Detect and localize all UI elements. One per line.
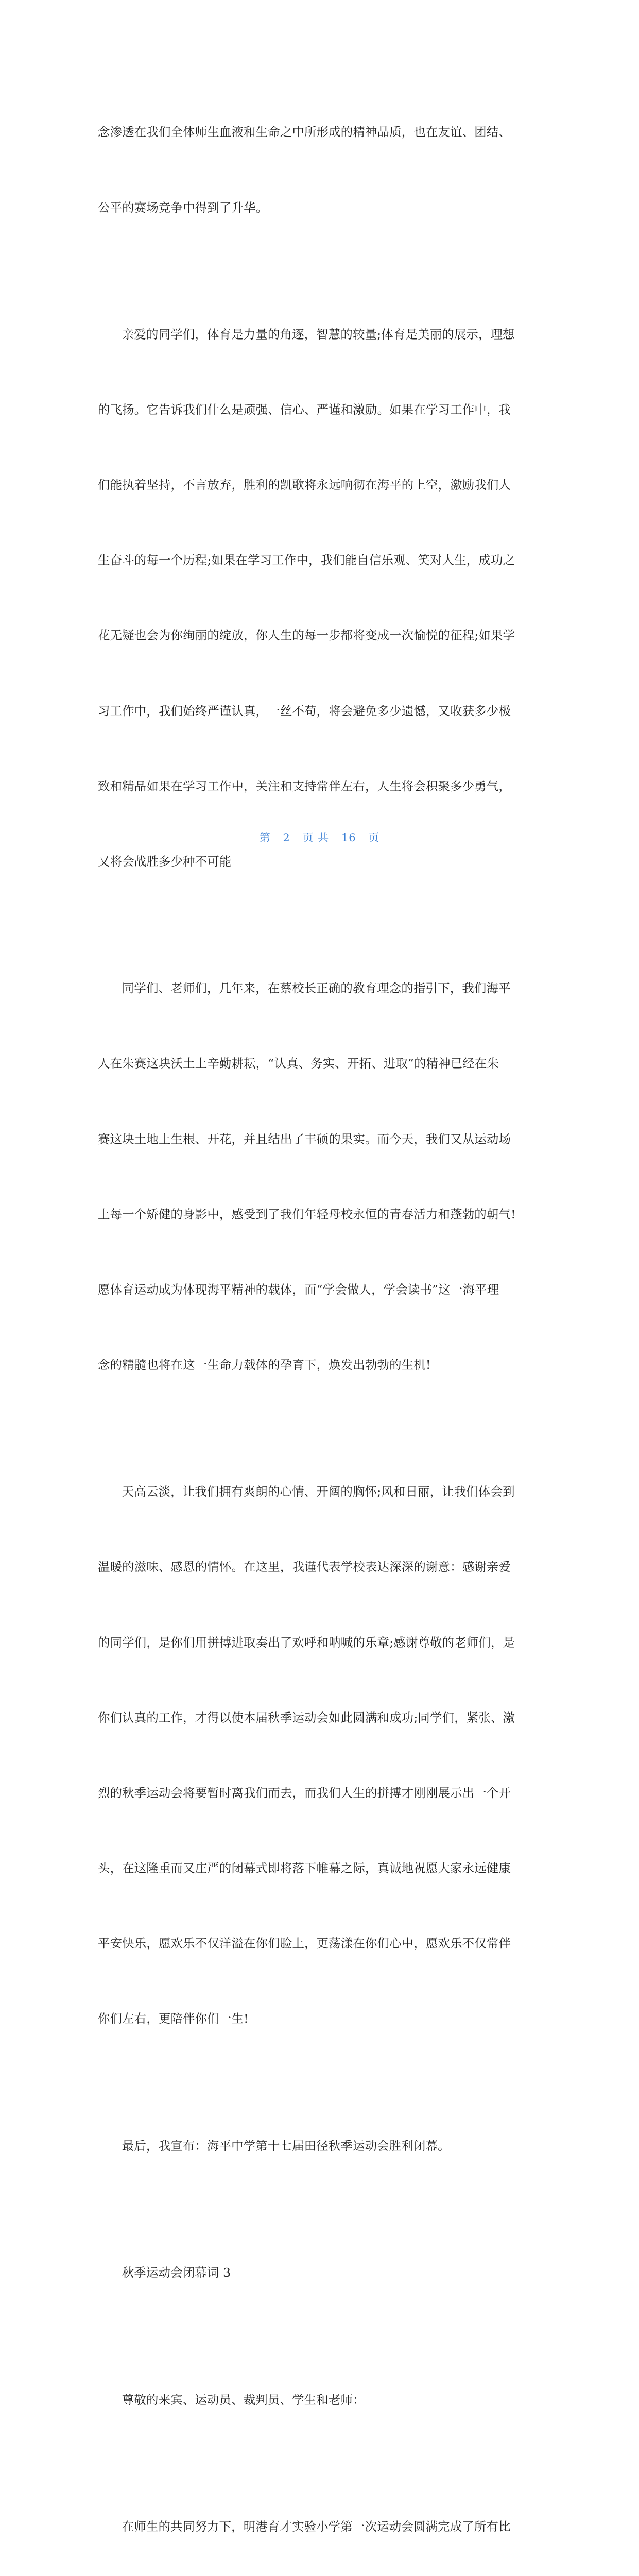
footer-word-page-end: 页 <box>368 832 380 844</box>
text-line: 愿体育运动成为体现海平精神的载体，而“学会做人，学会读书”这一海平理 <box>98 1282 499 1297</box>
text-line: 你们认真的工作，才得以使本届秋季运动会如此圆满和成功;同学们，紧张、激 <box>98 1710 515 1725</box>
text-line: 最后，我宣布：海平中学第十七届田径秋季运动会胜利闭幕。 <box>122 2138 450 2153</box>
text-line: 人在朱赛这块沃土上辛勤耕耘，“认真、务实、开拓、进取”的精神已经在朱 <box>98 1056 499 1071</box>
text-line: 头，在这隆重而又庄严的闭幕式即将落下帷幕之际，真诚地祝愿大家永远健康 <box>98 1860 511 1875</box>
text-line: 念渗透在我们全体师生血液和生命之中所形成的精神品质，也在友谊、团结、 <box>98 125 511 140</box>
salutation <box>98 2337 544 2463</box>
text-line: 你们左右，更陪伴你们一生! <box>98 2011 249 2026</box>
text-line: 念的精髓也将在这一生命力载体的孕育下，焕发出勃勃的生机! <box>98 1357 431 1372</box>
footer-current-page: 2 <box>283 832 290 844</box>
footer-word-page-of: 页 共 <box>302 832 330 844</box>
text-line: 烈的秋季运动会将要暂时离我们而去，而我们人生的拼搏才刚刚展示出一个开 <box>98 1785 511 1800</box>
text-line: 习工作中，我们始终严谨认真，一丝不苟，将会避免多少遗憾，又收获多少极 <box>98 703 511 718</box>
footer-word-page: 第 <box>259 832 271 844</box>
text-line: 在师生的共同努力下，明港育才实验小学第一次运动会圆满完成了所有比 <box>122 2519 511 2534</box>
paragraph <box>98 70 544 270</box>
text-line: 花无疑也会为你绚丽的绽放，你人生的每一步都将变成一次愉悦的征程;如果学 <box>98 628 515 643</box>
text-line: 的飞扬。它告诉我们什么是顽强、信心、严谨和激励。如果在学习工作中，我 <box>98 402 511 417</box>
text-line: 天高云淡，让我们拥有爽朗的心情、开阔的胸怀;风和日丽，让我们体会到 <box>122 1484 515 1499</box>
page-footer <box>0 829 639 845</box>
text-line: 上每一个矫健的身影中，感受到了我们年轻母校永恒的青春活力和蓬勃的朝气! <box>98 1207 516 1222</box>
text-line: 们能执着坚持，不言放弃，胜利的凯歌将永远响彻在海平的上空，激励我们人 <box>98 478 511 493</box>
text-line: 同学们、老师们，几年来，在蔡校长正确的教育理念的指引下，我们海平 <box>122 981 511 996</box>
paragraph <box>98 2464 544 2576</box>
text-line: 秋季运动会闭幕词 3 <box>122 2265 231 2280</box>
text-line: 尊敬的来宾、运动员、裁判员、学生和老师： <box>122 2392 365 2407</box>
closing-declaration <box>98 2083 544 2209</box>
paragraph <box>98 1429 544 2081</box>
text-line: 赛这块土地上生根、开花，并且结出了丰硕的果实。而今天，我们又从运动场 <box>98 1131 511 1146</box>
footer-total-pages: 16 <box>341 832 356 844</box>
document-body <box>98 70 544 2576</box>
text-line: 生奋斗的每一个历程;如果在学习工作中，我们能自信乐观、笑对人生，成功之 <box>98 553 515 568</box>
text-line: 的同学们，是你们用拼搏进取奏出了欢呼和呐喊的乐章;感谢尊敬的老师们，是 <box>98 1635 515 1650</box>
paragraph <box>98 926 544 1428</box>
section-heading <box>98 2210 544 2336</box>
paragraph <box>98 272 544 924</box>
text-line: 致和精品如果在学习工作中，关注和支持常伴左右，人生将会积聚多少勇气， <box>98 778 511 793</box>
text-line: 亲爱的同学们，体育是力量的角逐，智慧的较量;体育是美丽的展示，理想 <box>122 327 515 342</box>
text-line: 又将会战胜多少种不可能 <box>98 854 232 869</box>
text-line: 平安快乐，愿欢乐不仅洋溢在你们脸上，更荡漾在你们心中，愿欢乐不仅常伴 <box>98 1936 511 1951</box>
text-line: 公平的赛场竞争中得到了升华。 <box>98 200 268 215</box>
text-line: 温暖的滋味、感恩的情怀。在这里，我谨代表学校表达深深的谢意：感谢亲爱 <box>98 1560 511 1574</box>
